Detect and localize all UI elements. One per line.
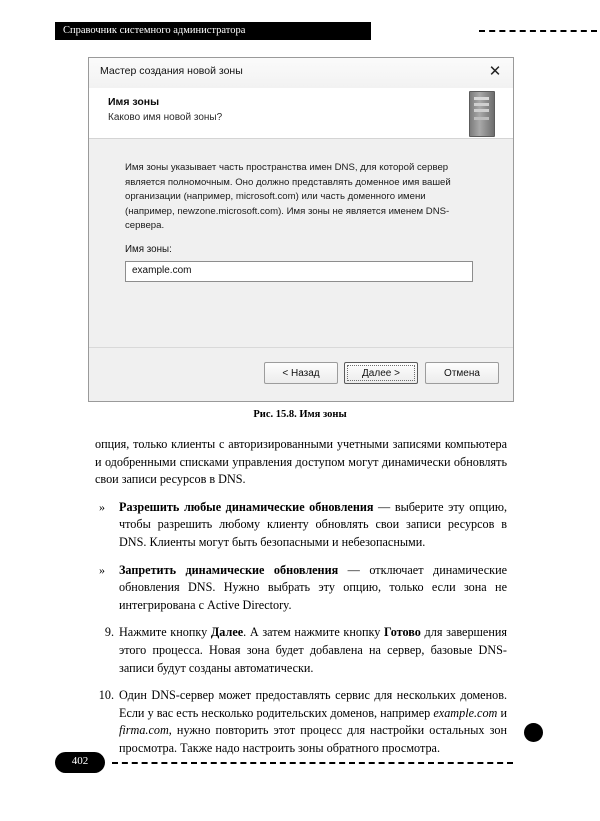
step-bold-next: Далее <box>210 625 244 640</box>
back-button-label: < Назад <box>282 368 320 379</box>
bullet-lead: Запретить динамические обновления <box>119 562 339 577</box>
list-item <box>95 624 507 677</box>
footer-dashed-rule <box>112 762 513 764</box>
dialog-title: Мастер создания новой зоны <box>100 65 243 77</box>
step-prefix: Нажмите кнопку <box>119 625 211 640</box>
list-item <box>95 499 507 552</box>
intro-paragraph: опция, только клиенты с авторизированными учетными записями компьютера и одобренными списками управления доступом могут динамически обновлять свои записи ресурсов в DNS. <box>95 437 507 487</box>
next-button-label: Далее > <box>362 368 400 379</box>
list-item <box>95 562 507 615</box>
new-zone-wizard-dialog <box>88 57 514 402</box>
page-number: 402 <box>71 755 89 767</box>
step-prefix: Один DNS-сервер может предоставлять сервис для нескольких доменов. Если у вас есть несколько родительских доменов, например <box>119 688 507 720</box>
dialog-footer <box>89 347 513 401</box>
step-middle: и <box>497 705 507 720</box>
step-suffix: , нужно повторить этот процесс для настройки остальных зон просмотра. Также надо настроить зоны обратного просмотра. <box>119 723 507 755</box>
running-head-title: Справочник системного администратора <box>63 25 246 36</box>
dialog-heading: Имя зоны <box>108 96 160 108</box>
bullet-marker: » <box>99 562 105 577</box>
zone-name-input-value: example.com <box>132 265 192 276</box>
step-bold-finish: Готово <box>384 625 421 640</box>
bullet-text: — отключает динамические обновления DNS. Нужно выбрать эту опцию, только если зона не интегрирована с Active Directory. <box>119 562 507 612</box>
body-text <box>95 436 507 768</box>
domain-example-2: firma.com <box>119 723 169 738</box>
close-icon[interactable]: ✕ <box>488 63 502 80</box>
dialog-subheading: Каково имя новой зоны? <box>108 112 223 123</box>
step-suffix: для завершения этого процесса. Новая зона будет добавлена на сервер, базовые DNS-записи будут созданы автоматически. <box>119 625 507 675</box>
focus-ring <box>347 365 415 381</box>
zone-name-input[interactable] <box>125 261 473 282</box>
dialog-titlebar <box>89 58 513 88</box>
dialog-body <box>89 139 513 348</box>
list-marker: 9. <box>104 625 114 640</box>
dialog-description: Имя зоны указывает часть пространства имен DNS, для которой сервер является полномочным. Оно должно представлять доменное имя вашей организации (например, microsoft.com) или часть доменного имени (например, newzone.microsoft.com). Имя зоны не является именем DNS-сервера. <box>125 162 451 231</box>
back-button[interactable] <box>264 362 338 384</box>
bullet-lead: Разрешить любые динамические обновления <box>119 499 374 514</box>
cancel-button[interactable] <box>425 362 499 384</box>
bullet-text: — выберите эту опцию, чтобы разрешить любому клиенту обновлять свои записи ресурсов в DNS. Клиенты могут быть безопасными и небезопасными. <box>119 499 508 549</box>
running-head <box>55 22 542 40</box>
list-item <box>95 687 507 757</box>
bullet-marker: » <box>99 499 105 514</box>
step-middle: . А затем нажмите кнопку <box>243 625 385 640</box>
server-icon <box>469 91 495 137</box>
next-button[interactable] <box>344 362 418 384</box>
footer-dot <box>524 723 543 742</box>
list-marker: 10. <box>98 688 114 703</box>
cancel-button-label: Отмена <box>444 368 480 379</box>
figure-caption: Рис. 15.8. Имя зоны <box>253 409 347 420</box>
domain-example-1: example.com <box>433 705 498 720</box>
dialog-header-area <box>89 88 513 139</box>
zone-name-label: Имя зоны: <box>125 244 172 255</box>
header-dashed-rule <box>479 30 597 32</box>
